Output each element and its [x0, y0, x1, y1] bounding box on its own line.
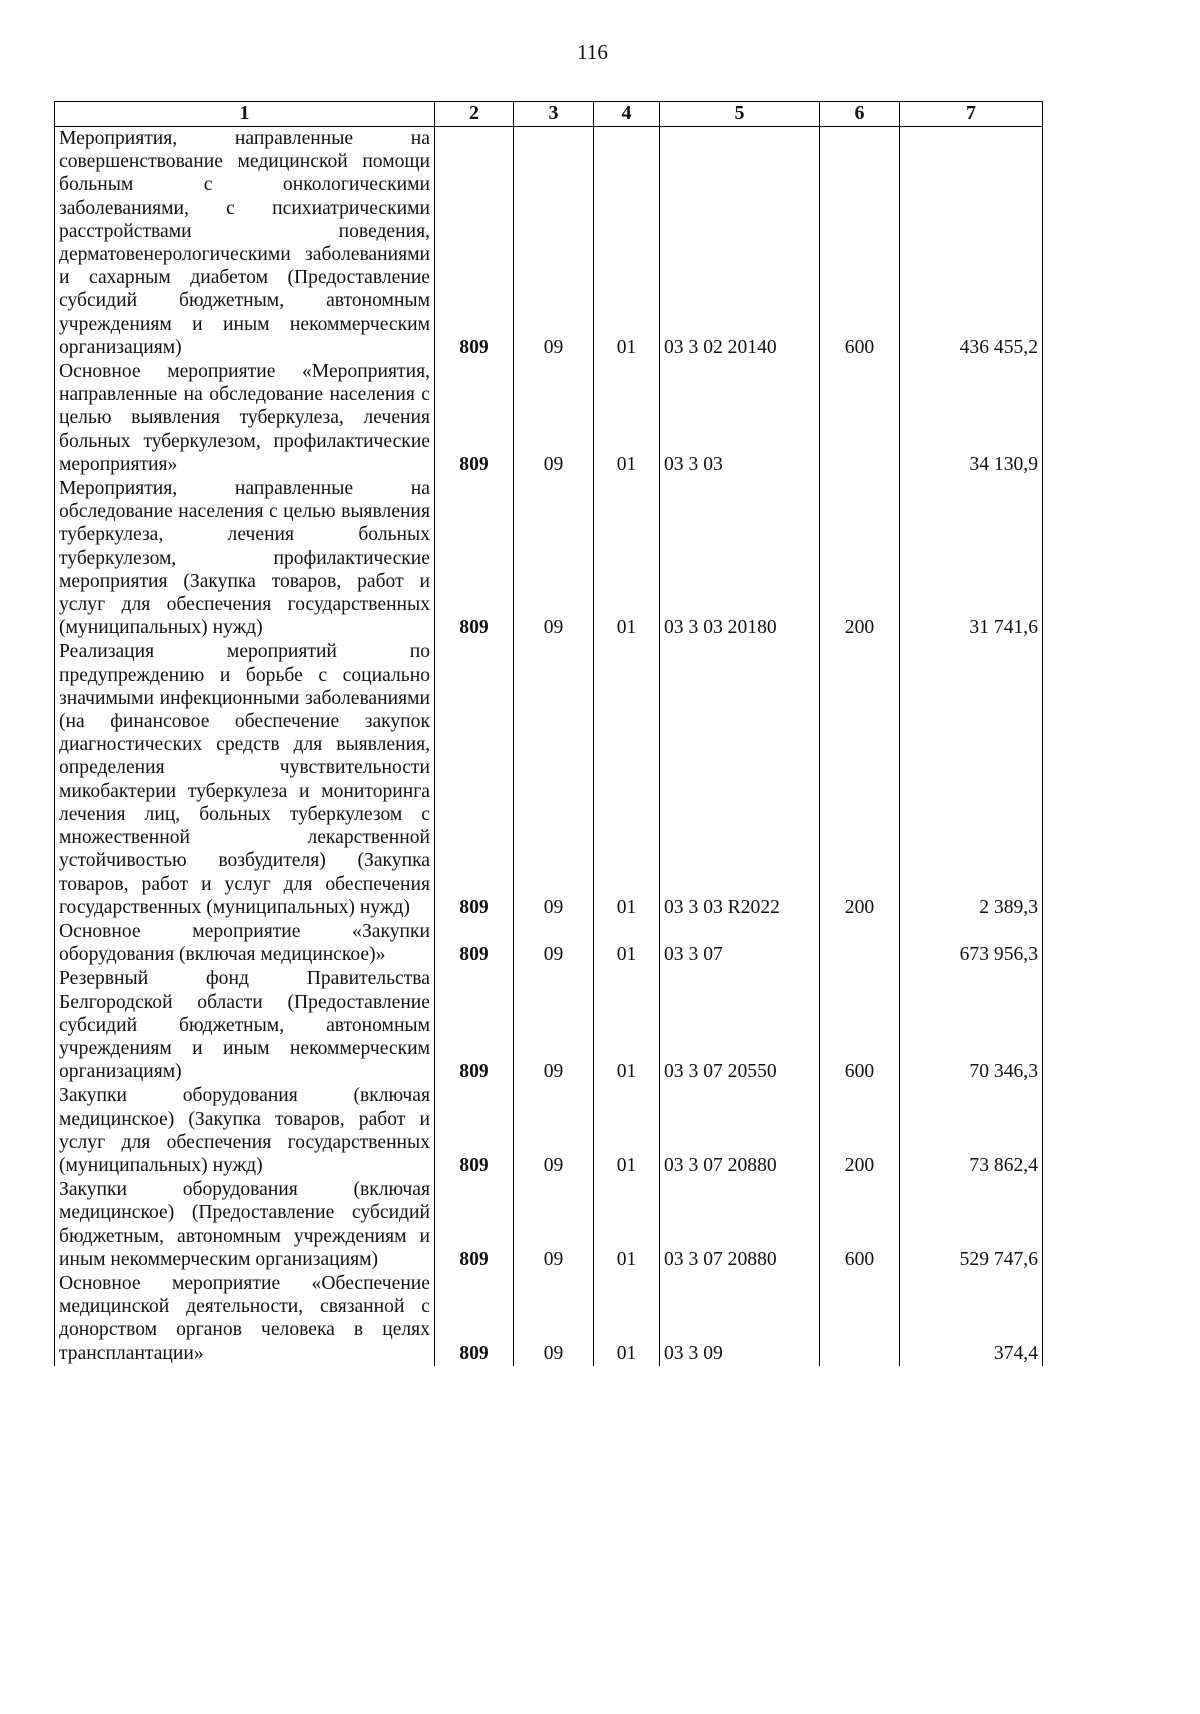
ministry-code-text: 809	[459, 944, 489, 966]
ministry-code-text: 809	[459, 1248, 489, 1270]
amount-value	[900, 127, 1043, 361]
target-article-code	[660, 967, 820, 1084]
amount-value	[900, 1178, 1043, 1272]
amount-value-text: 436 455,2	[959, 336, 1038, 358]
expense-type-code	[820, 967, 900, 1084]
subsection-code-text: 01	[616, 1154, 637, 1176]
target-article-code-text: 03 3 03	[664, 453, 723, 475]
target-article-code	[660, 920, 820, 967]
target-article-code-text: 03 3 03 R2022	[664, 896, 780, 918]
section-code-text: 09	[543, 336, 564, 358]
row-description-text: Мероприятия, направленные на совершенствование медицинской помощи больным с онкологическими заболеваниями, с психиатрическими расстройствами поведения, дерматовенерологическими заболеваниями и сахарным диабетом (Предоставление субсидий бюджетным, автономным учреждениям и иным некоммерческим организациям)	[59, 128, 430, 358]
section-code	[514, 1272, 594, 1366]
target-article-code	[660, 127, 820, 361]
expense-type-code-text: 600	[844, 336, 875, 358]
target-article-code	[660, 477, 820, 640]
ministry-code	[435, 920, 514, 967]
section-code	[514, 967, 594, 1084]
amount-value-text: 529 747,6	[959, 1248, 1038, 1270]
row-description	[55, 640, 435, 919]
row-description-text: Резервный фонд Правительства Белгородской области (Предоставление субсидий бюджетным, автономным учреждениям и иным некоммерческим организациям)	[59, 968, 430, 1083]
expense-type-code	[820, 477, 900, 640]
target-article-code	[660, 360, 820, 477]
amount-value	[900, 1272, 1043, 1366]
expense-type-code	[820, 127, 900, 361]
expense-type-code	[820, 1272, 900, 1366]
column-header: 3	[514, 102, 594, 127]
amount-value	[900, 967, 1043, 1084]
ministry-code-text: 809	[459, 617, 489, 639]
target-article-code	[660, 1084, 820, 1178]
row-description-text: Мероприятия, направленные на обследование населения с целью выявления туберкулеза, лечения больных туберкулезом, профилактические мероприятия (Закупка товаров, работ и услуг для обеспечения государственных (муниципальных) нужд)	[59, 478, 430, 639]
column-header: 6	[820, 102, 900, 127]
row-description-text: Основное мероприятие «Закупки оборудования (включая медицинское)»	[59, 920, 430, 966]
table-row	[55, 1272, 1043, 1366]
expense-type-code	[820, 920, 900, 967]
row-description-text: Реализация мероприятий по предупреждению и борьбе с социально значимыми инфекционными заболеваниями (на финансовое обеспечение закупок диагностических средств для выявления, определения чувствительности микобактерии туберкулеза и мониторинга лечения лиц, больных туберкулезом с множественной лекарственной устойчивостью возбудителя) (Закупка товаров, работ и услуг для обеспечения государственных (муниципальных) нужд)	[59, 641, 430, 918]
row-description	[55, 477, 435, 640]
target-article-code-text: 03 3 07	[664, 944, 723, 966]
table-row	[55, 1178, 1043, 1272]
section-code	[514, 360, 594, 477]
subsection-code	[594, 640, 660, 919]
row-description	[55, 360, 435, 477]
amount-value	[900, 477, 1043, 640]
section-code-text: 09	[543, 944, 564, 966]
subsection-code-text: 01	[616, 453, 637, 475]
amount-value-text: 673 956,3	[959, 944, 1038, 966]
amount-value-text: 70 346,3	[969, 1061, 1038, 1083]
row-description-text: Основное мероприятие «Обеспечение медицинской деятельности, связанной с донорством органов человека в целях трансплантации»	[59, 1272, 430, 1364]
section-code-text: 09	[543, 453, 564, 475]
section-code	[514, 920, 594, 967]
subsection-code-text: 01	[616, 1342, 637, 1364]
column-header: 1	[55, 102, 435, 127]
ministry-code	[435, 127, 514, 361]
ministry-code-text: 809	[459, 453, 489, 475]
expense-type-code-text: 200	[844, 1154, 875, 1176]
amount-value-text: 374,4	[993, 1342, 1038, 1364]
subsection-code-text: 01	[616, 944, 637, 966]
target-article-code-text: 03 3 07 20550	[664, 1061, 777, 1083]
subsection-code	[594, 1178, 660, 1272]
target-article-code	[660, 1272, 820, 1366]
column-header: 7	[900, 102, 1043, 127]
subsection-code	[594, 1272, 660, 1366]
subsection-code-text: 01	[616, 617, 637, 639]
amount-value-text: 31 741,6	[969, 617, 1038, 639]
ministry-code-text: 809	[459, 1154, 489, 1176]
row-description	[55, 127, 435, 361]
ministry-code-text: 809	[459, 896, 489, 918]
ministry-code-text: 809	[459, 1342, 489, 1364]
table-row	[55, 1084, 1043, 1178]
subsection-code	[594, 127, 660, 361]
target-article-code-text: 03 3 09	[664, 1342, 723, 1364]
expense-type-code	[820, 1084, 900, 1178]
section-code	[514, 477, 594, 640]
table-row	[55, 477, 1043, 640]
budget-table	[54, 101, 1043, 1366]
target-article-code-text: 03 3 03 20180	[664, 617, 777, 639]
amount-value	[900, 1084, 1043, 1178]
target-article-code-text: 03 3 02 20140	[664, 336, 777, 358]
section-code-text: 09	[543, 617, 564, 639]
section-code-text: 09	[543, 1154, 564, 1176]
amount-value	[900, 920, 1043, 967]
amount-value-text: 2 389,3	[979, 896, 1038, 918]
row-description	[55, 1272, 435, 1366]
section-code-text: 09	[543, 1061, 564, 1083]
table-row	[55, 920, 1043, 967]
row-description	[55, 967, 435, 1084]
ministry-code	[435, 477, 514, 640]
section-code	[514, 1084, 594, 1178]
amount-value-text: 34 130,9	[969, 453, 1038, 475]
section-code	[514, 1178, 594, 1272]
subsection-code	[594, 967, 660, 1084]
expense-type-code	[820, 640, 900, 919]
ministry-code	[435, 1178, 514, 1272]
row-description	[55, 1084, 435, 1178]
page-number: 116	[577, 40, 608, 64]
ministry-code-text: 809	[459, 1061, 489, 1083]
subsection-code-text: 01	[616, 336, 637, 358]
table-row	[55, 127, 1043, 361]
row-description-text: Основное мероприятие «Мероприятия, направленные на обследование населения с целью выявления туберкулеза, лечения больных туберкулезом, профилактические мероприятия»	[59, 361, 430, 475]
row-description	[55, 1178, 435, 1272]
ministry-code	[435, 640, 514, 919]
expense-type-code-text: 200	[844, 896, 875, 918]
section-code-text: 09	[543, 1342, 564, 1364]
expense-type-code-text: 600	[844, 1248, 875, 1270]
subsection-code-text: 01	[616, 1061, 637, 1083]
table-row	[55, 360, 1043, 477]
ministry-code-text: 809	[459, 336, 489, 358]
target-article-code	[660, 1178, 820, 1272]
amount-value	[900, 360, 1043, 477]
amount-value	[900, 640, 1043, 919]
table-row	[55, 967, 1043, 1084]
column-header: 4	[594, 102, 660, 127]
row-description-text: Закупки оборудования (включая медицинское) (Предоставление субсидий бюджетным, автономным учреждениям и иным некоммерческим организациям)	[59, 1179, 430, 1270]
expense-type-code-text	[824, 1365, 895, 1366]
expense-type-code	[820, 1178, 900, 1272]
subsection-code	[594, 360, 660, 477]
target-article-code-text: 03 3 07 20880	[664, 1248, 777, 1270]
subsection-code	[594, 1084, 660, 1178]
section-code	[514, 127, 594, 361]
subsection-code	[594, 477, 660, 640]
ministry-code	[435, 1272, 514, 1366]
expense-type-code-text: 600	[844, 1061, 875, 1083]
target-article-code-text: 03 3 07 20880	[664, 1154, 777, 1176]
ministry-code	[435, 360, 514, 477]
expense-type-code	[820, 360, 900, 477]
table-row	[55, 640, 1043, 919]
target-article-code	[660, 640, 820, 919]
subsection-code-text: 01	[616, 1248, 637, 1270]
expense-type-code-text: 200	[844, 617, 875, 639]
ministry-code	[435, 1084, 514, 1178]
column-header: 2	[435, 102, 514, 127]
subsection-code-text: 01	[616, 896, 637, 918]
section-code-text: 09	[543, 896, 564, 918]
column-header: 5	[660, 102, 820, 127]
row-description-text: Закупки оборудования (включая медицинское) (Закупка товаров, работ и услуг для обеспечения государственных (муниципальных) нужд)	[59, 1085, 430, 1176]
section-code	[514, 640, 594, 919]
amount-value-text: 73 862,4	[969, 1154, 1038, 1176]
table-header-row	[55, 102, 1043, 127]
section-code-text: 09	[543, 1248, 564, 1270]
ministry-code	[435, 967, 514, 1084]
subsection-code	[594, 920, 660, 967]
row-description	[55, 920, 435, 967]
